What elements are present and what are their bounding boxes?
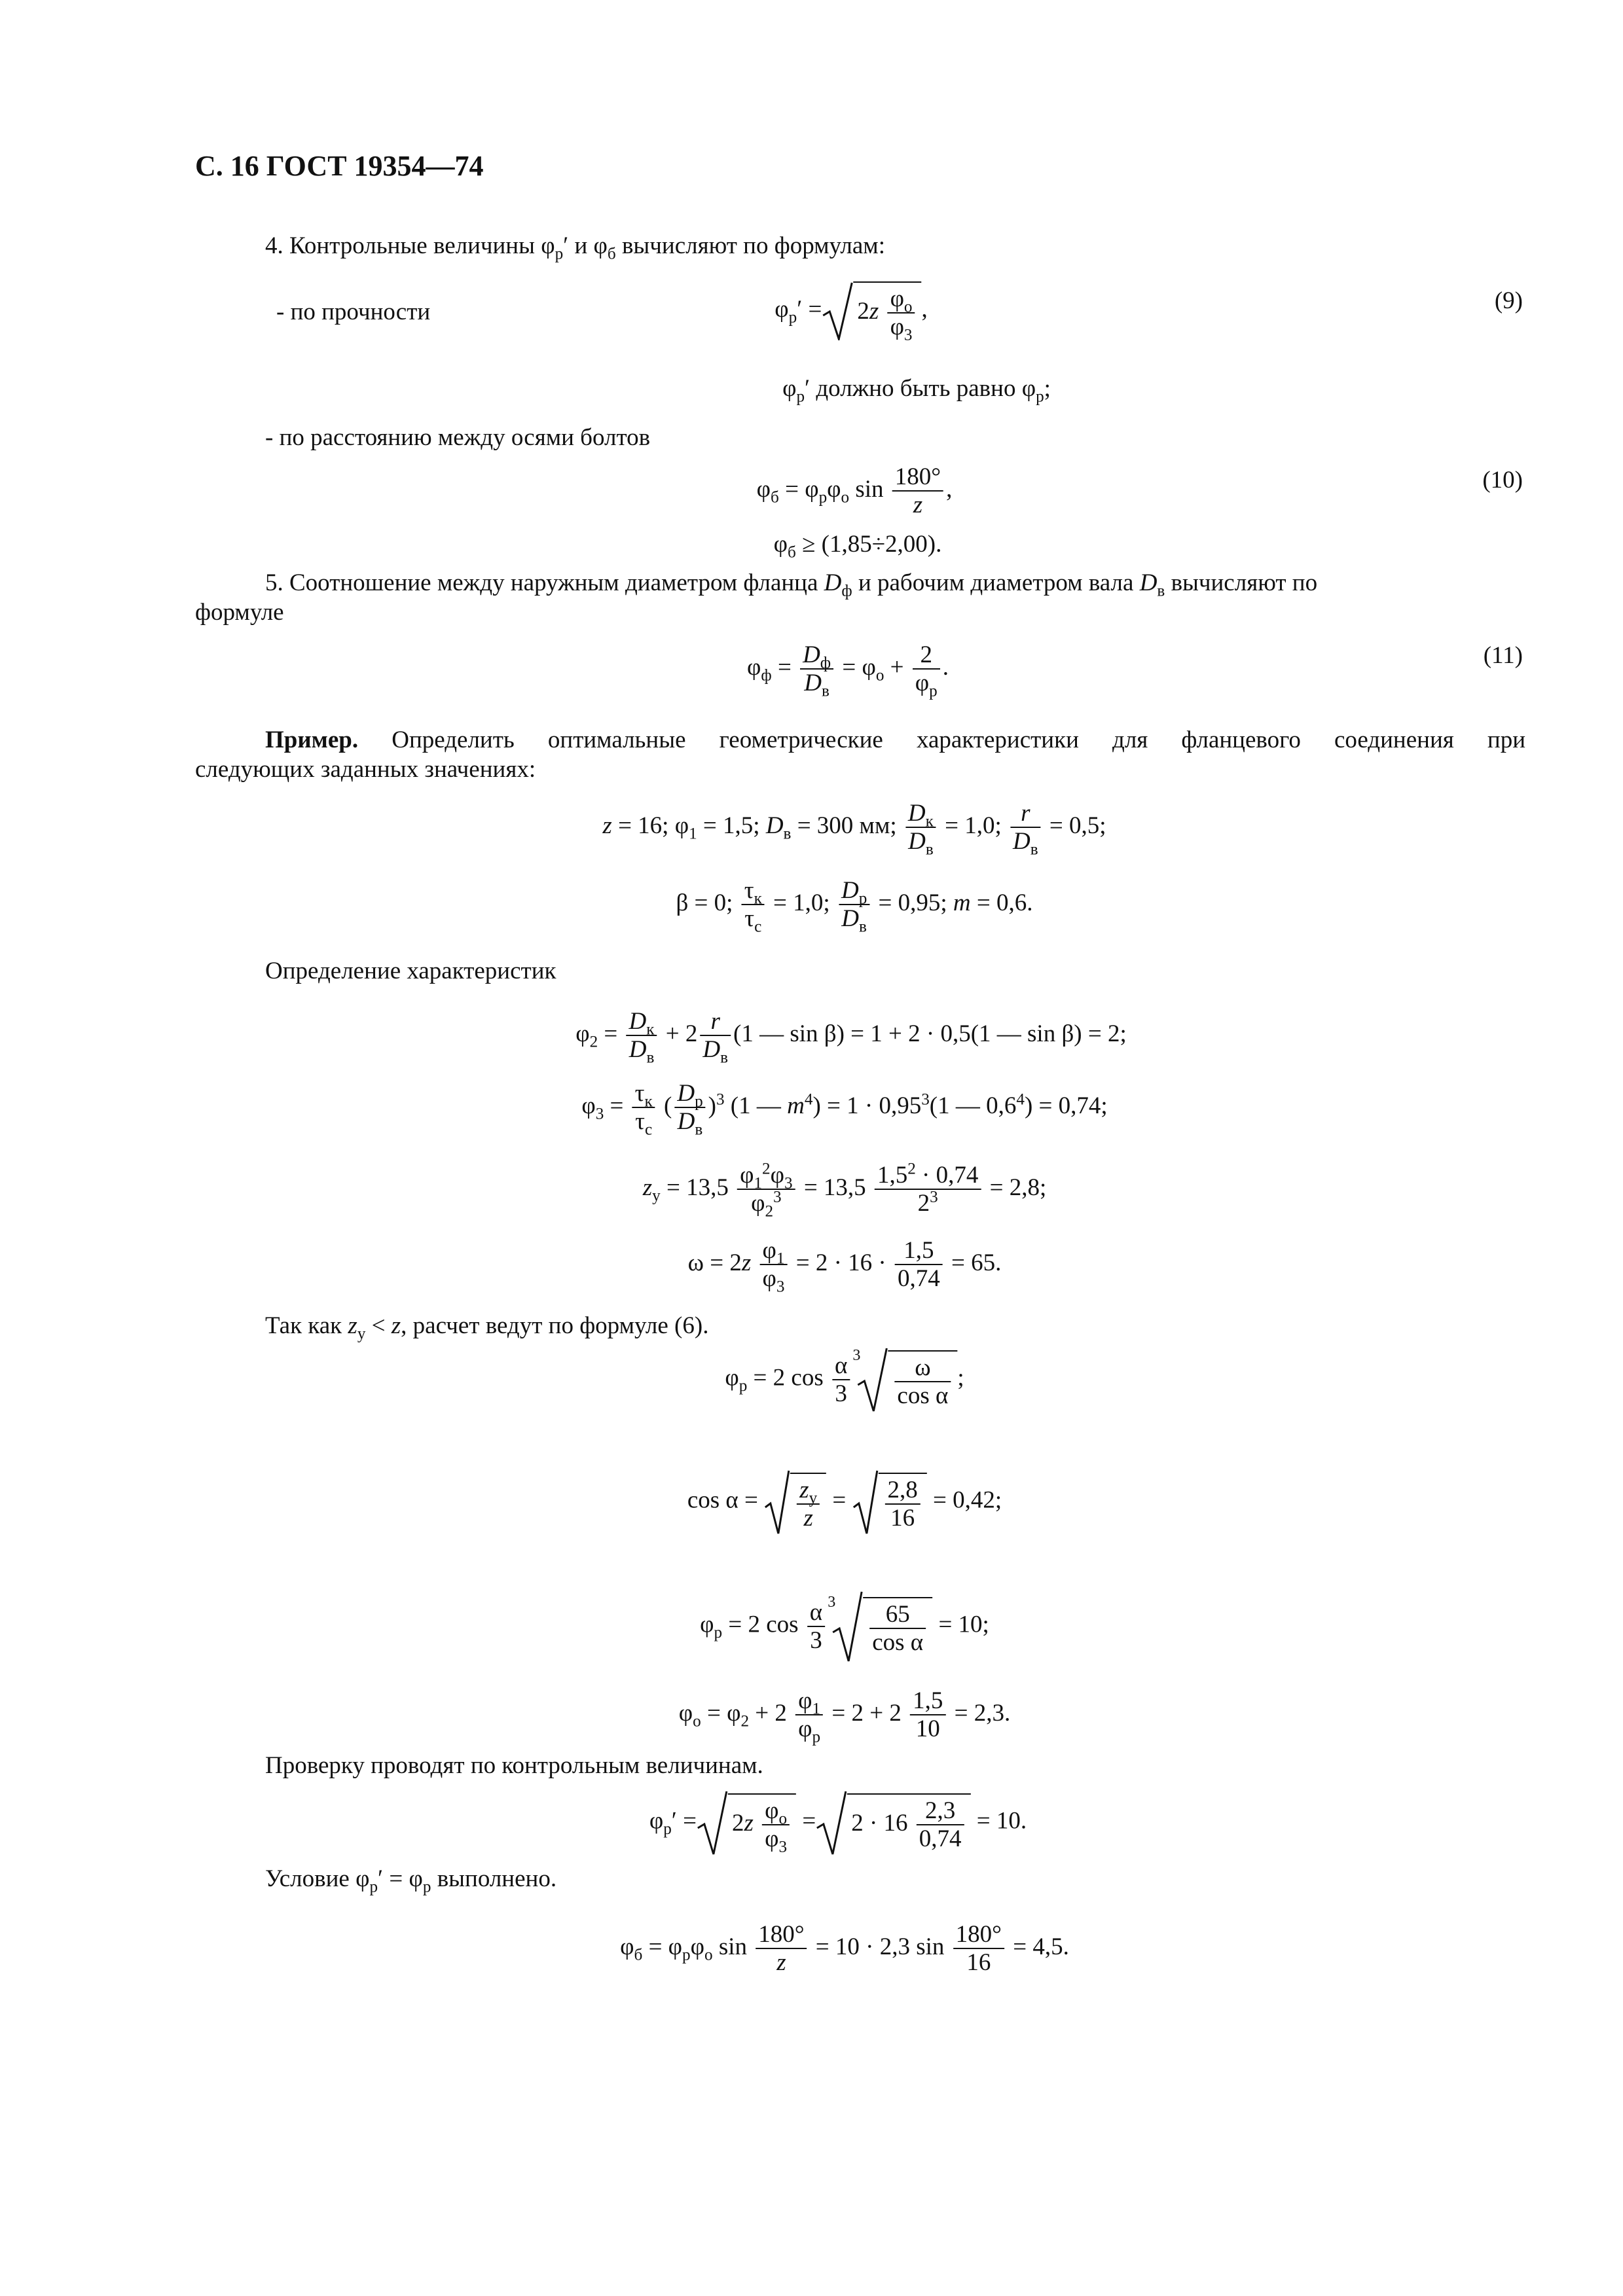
page-header: С. 16 ГОСТ 19354—74 xyxy=(195,150,484,182)
formula-phio: $\varphi_о = \varphi_2 + 2$ $\frac{\varphi_1}{\varphi_р}$ = 2 + 2 $\frac{1,5}{10}$ = 2,3. xyxy=(678,1687,1011,1746)
formula-phip-value: $\varphi_р = 2$ cos $\frac{\alpha}{3}$ $^3$ $\frac{65}{\text{cos α}}$ = 10; xyxy=(700,1590,989,1662)
check-text: Проверку проводят по контрольным величинам. xyxy=(265,1752,763,1779)
strength-label: - по прочности xyxy=(276,298,431,325)
formula-check: $\varphi_р' = 2z$ $\frac{\varphi_о}{\varphi_3}$ = 2 · 16 $\frac{2,3}{0,74}$ = 10. xyxy=(649,1790,1027,1856)
formula-phi2: $\varphi_2$ = $\frac{D_к}{D_в}$ + 2 $\frac{r}{D_в}$ (1 — sin β) = 1 + 2 · 0,5(1 — sin β) = 2; xyxy=(575,1008,1127,1067)
characteristics-heading: Определение характеристик xyxy=(265,958,556,984)
formula-phip-general: $\varphi_р = 2$ cos $\frac{\alpha}{3}$ $^3$ $\frac{\omega}{\text{cos α}}$ ; xyxy=(725,1347,964,1412)
spacing-label: - по расстоянию между осями болтов xyxy=(265,424,651,451)
eq9-condition: $\varphi_р'$ должно быть равно $\varphi_р$; xyxy=(782,375,1051,406)
formula-omega: ω = 2z $\frac{\varphi_1}{\varphi_3}$ = 2 · 16 · $\frac{1,5}{0,74}$ = 65. xyxy=(687,1237,1002,1296)
formula-9: $\varphi_р' = 2z$ $\frac{\varphi_о}{\varphi_3}$ , xyxy=(775,281,928,341)
equation-number-10: (10) xyxy=(1482,467,1523,493)
formula-10-range: $\varphi_б \ge (1,85\div 2,00)$. xyxy=(773,531,942,562)
item-4-text: 4. Контрольные величины $\varphi_р'$ и $\varphi_б$ вычисляют по формулам: xyxy=(265,232,886,263)
formula-zy: $z_у = 13,5$ $\frac{\varphi_1^2\varphi_3}{\varphi_2^3}$ = 13,5 $\frac{1,5^2 \cdot 0,74}{2^3}$ = 2,8; xyxy=(642,1160,1047,1221)
formula-phi3: $\varphi_3$ = $\frac{\tau_к}{\tau_с}$ ( $\frac{D_р}{D_в}$ )$^3$ (1 — $m^4) = 1 \cdot 0,95^3(1$ — $0,6^4) = 0,74$; xyxy=(581,1080,1108,1139)
example-text: Пример. Определить оптимальные геометрические характеристики для фланцевого соединения при xyxy=(265,726,1525,753)
since-text: Так как $z_у < z$, расчет ведут по формуле (6). xyxy=(265,1312,709,1343)
formula-cos-alpha: cos α = $\frac{z_у}{z}$ = $\frac{2,8}{16}$ = 0,42; xyxy=(687,1469,1002,1535)
formula-phib-result: $\varphi_б = \varphi_р\varphi_о$ sin $\frac{180^\circ}{z}$ = 10 · 2,3 sin $\frac{180^\circ}{16}$ = 4,5. xyxy=(620,1921,1069,1977)
condition-text: Условие $\varphi_р' = \varphi_р$ выполнено. xyxy=(265,1865,557,1896)
equation-number-11: (11) xyxy=(1483,642,1523,669)
item-5-text-cont: формуле xyxy=(195,599,284,626)
item-5-text: 5. Соотношение между наружным диаметром фланца $D_ф$ и рабочим диаметром вала $D_в$ вычисляют по xyxy=(265,569,1318,600)
example-text-cont: следующих заданных значениях: xyxy=(195,756,536,783)
formula-11: $\varphi_ф$ = $\frac{D_ф}{D_в}$ = $\varphi_о$ + $\frac{2}{\varphi_р}$ . xyxy=(747,641,949,700)
given-values-1: z = 16; $\varphi_1 = 1,5$; $D_в = 300$ мм; $\frac{D_к}{D_в}$ = 1,0; $\frac{r}{D_в}$ = 0,5; xyxy=(602,800,1106,859)
formula-10: $\varphi_б = \varphi_р\varphi_о$ sin $\frac{180^\circ}{z}$ , xyxy=(756,463,953,519)
equation-number-9: (9) xyxy=(1494,287,1523,314)
given-values-2: β = 0; $\frac{\tau_к}{\tau_с}$ = 1,0; $\frac{D_р}{D_в}$ = 0,95; m = 0,6. xyxy=(676,877,1033,936)
